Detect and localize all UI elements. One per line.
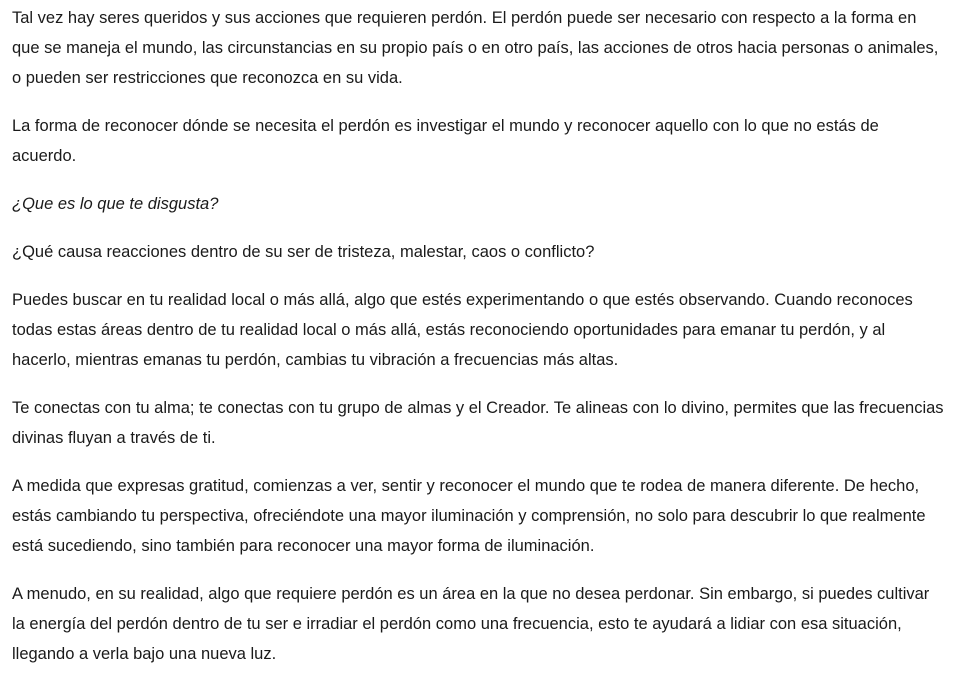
paragraph-local-reality: Puedes buscar en tu realidad local o más allá, algo que estés experimentando o que estés observando. Cuando reconoces todas estas áreas dentro de tu realidad local o más allá, estás reconociendo oportunidades para emanar tu perdón, y al hacerlo, mientras emanas tu perdón, cambias tu vibración a frecuencias más altas. xyxy=(12,291,913,369)
paragraph-gratitude: A medida que expresas gratitud, comienzas a ver, sentir y reconocer el mundo que te rodea de manera diferente. De hecho, estás cambiando tu perspectiva, ofreciéndote una mayor iluminación y comprensión, no solo para descubrir lo que realmente está sucediendo, sino también para reconocer una mayor forma de iluminación. xyxy=(12,477,926,555)
question-what-causes-reactions: ¿Qué causa reacciones dentro de su ser de tristeza, malestar, caos o conflicto? xyxy=(12,243,595,261)
paragraph-recognize-forgiveness: La forma de reconocer dónde se necesita el perdón es investigar el mundo y reconocer aquello con lo que no estás de acuerdo. xyxy=(12,117,879,165)
paragraph-loved-ones: Tal vez hay seres queridos y sus acciones que requieren perdón. El perdón puede ser necesario con respecto a la forma en que se maneja el mundo, las circunstancias en su propio país o en otro país, las acciones de otros hacia personas o animales, o pueden ser restricciones que reconozca en su vida. xyxy=(12,9,939,87)
paragraph-cultivate-forgiveness: A menudo, en su realidad, algo que requiere perdón es un área en la que no desea perdonar. Sin embargo, si puedes cultivar la energía del perdón dentro de tu ser e irradiar el perdón como una frecuencia, esto te ayudará a lidiar con esa situación, llegando a verla bajo una nueva luz. xyxy=(12,585,930,663)
question-what-upsets-you: ¿Que es lo que te disgusta? xyxy=(12,195,219,213)
paragraph-connect-soul: Te conectas con tu alma; te conectas con tu grupo de almas y el Creador. Te alineas con lo divino, permites que las frecuencias divinas fluyan a través de ti. xyxy=(12,399,944,447)
